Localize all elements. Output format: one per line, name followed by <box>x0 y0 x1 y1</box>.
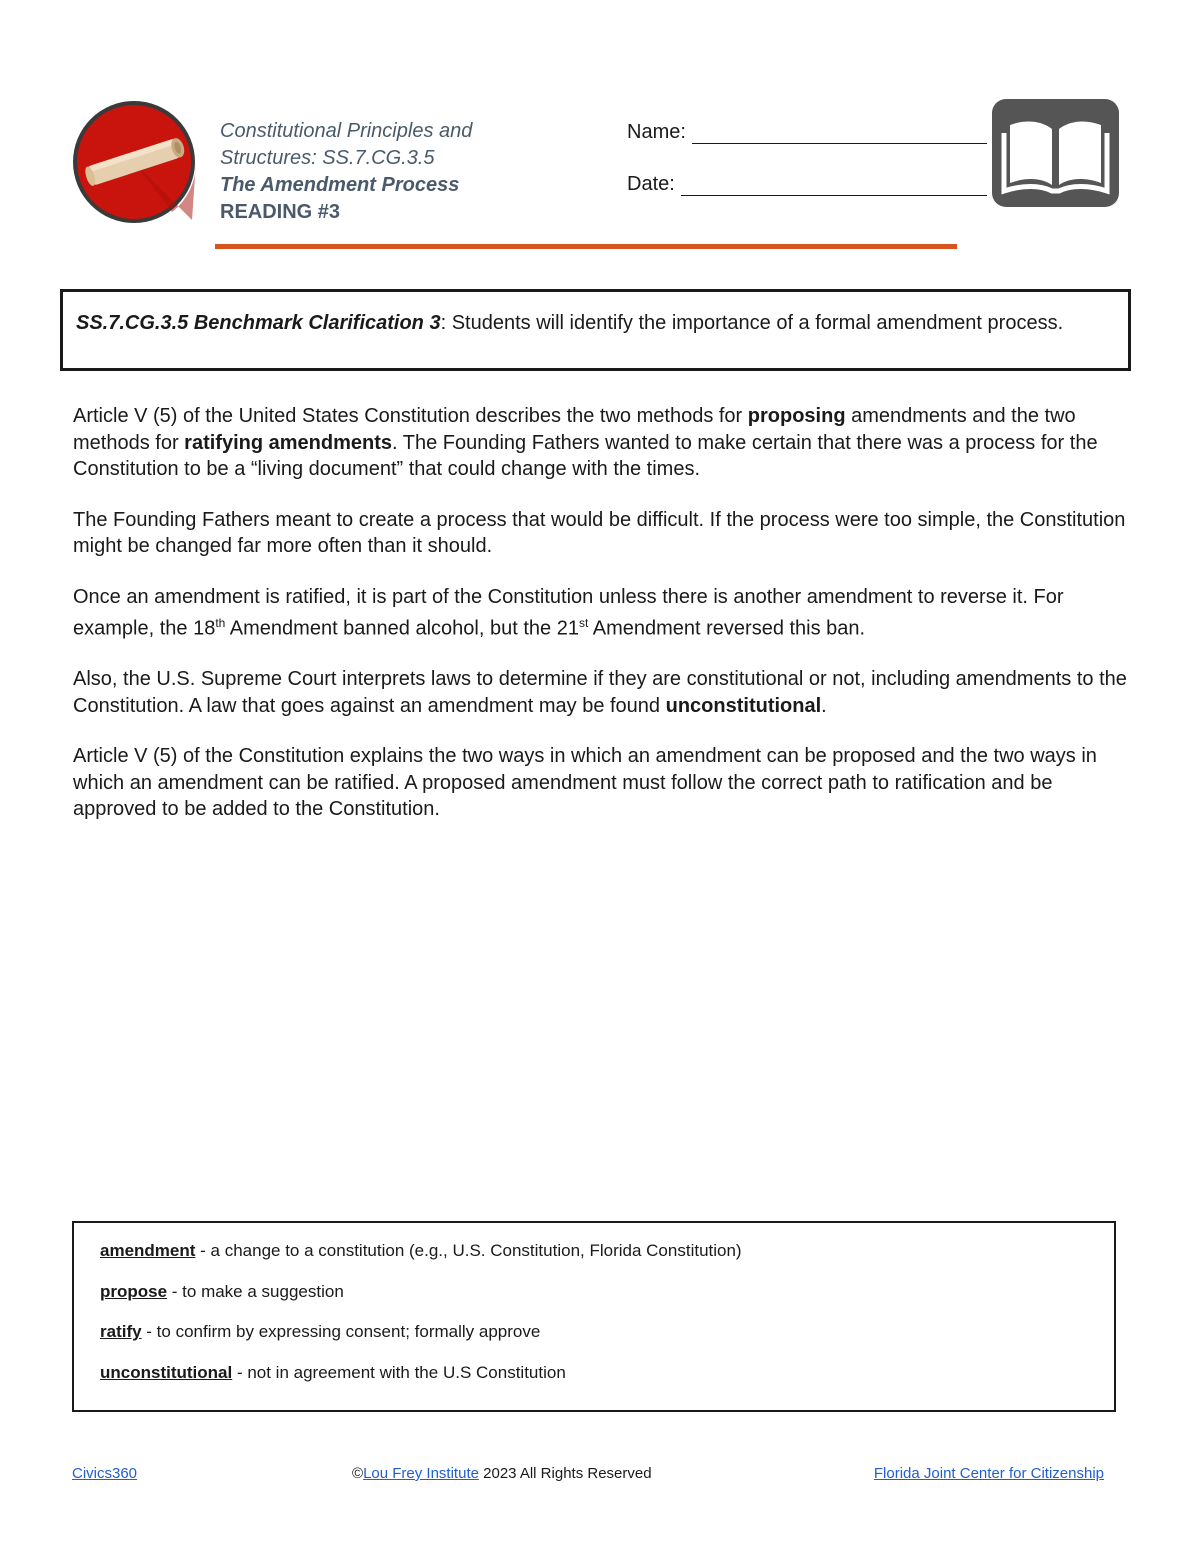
name-label: Name: <box>627 121 686 143</box>
copyright-text: 2023 All Rights Reserved <box>478 1465 652 1482</box>
vocab-item-propose <box>100 1280 1114 1307</box>
benchmark-label: SS.7.CG.3.5 Benchmark Clarification 3 <box>76 312 441 334</box>
vocab-term: amendment <box>100 1241 196 1260</box>
vocab-definition: - a change to a constitution (e.g., U.S. Constitution, Florida Constitution) <box>195 1241 742 1260</box>
p4-bold-unconstitutional: unconstitutional <box>665 694 822 717</box>
vocabulary-box <box>72 1221 1116 1412</box>
vocab-item-amendment <box>100 1239 1114 1266</box>
vocab-item-unconstitutional <box>100 1361 1114 1388</box>
p4-text-c: . <box>821 694 827 717</box>
subject-line-2: Structures: SS.7.CG.3.5 <box>220 147 435 169</box>
name-field-row <box>627 118 987 144</box>
paragraph-1 <box>73 403 1133 483</box>
copyright-symbol: © <box>352 1465 364 1482</box>
vocab-item-ratify <box>100 1320 1114 1347</box>
reading-number: READING #3 <box>220 201 341 223</box>
copyright-notice <box>352 1465 652 1482</box>
date-field-row <box>627 170 987 196</box>
header-titles <box>220 118 610 226</box>
paragraph-5: Article V (5) of the Constitution explains the two ways in which an amendment can be proposed and the two ways in which an amendment can be ratified. A proposed amendment must follow the correct path to ratification and be approved to be added to the Constitution. <box>73 745 1097 821</box>
p1-bold-ratifying: ratifying amendments <box>184 431 392 454</box>
student-fields <box>627 118 987 222</box>
paragraph-3 <box>73 584 1133 643</box>
vocab-definition: - to make a suggestion <box>167 1281 344 1301</box>
benchmark-clarification-box <box>60 289 1131 371</box>
p4-text-a: Also, the U.S. Supreme Court interprets laws to determine if they are constitutional or not, including amendments to the Constitution. A law that goes against an amendment may be found <box>73 668 1127 717</box>
p1-text-a: Article V (5) of the United States Constitution describes the two methods for <box>73 405 748 427</box>
p3-sup-th: th <box>215 616 226 630</box>
subject-line-1: Constitutional Principles and <box>220 120 473 142</box>
paragraph-2: The Founding Fathers meant to create a process that would be difficult. If the process were too simple, the Constitution might be changed far more often than it should. <box>73 508 1126 557</box>
paragraph-4 <box>73 666 1133 719</box>
vocab-term: propose <box>100 1281 168 1301</box>
vocab-term: unconstitutional <box>100 1362 233 1382</box>
p1-text-c: amendments and the two methods for <box>73 405 1076 454</box>
p3-text-c: Amendment reversed this ban. <box>588 617 866 640</box>
date-label: Date: <box>627 173 675 195</box>
reading-content <box>73 403 1133 847</box>
p3-text-b: Amendment banned alcohol, but the 21 <box>225 617 579 640</box>
civics360-link[interactable]: Civics360 <box>72 1465 138 1482</box>
date-field[interactable] <box>681 175 987 196</box>
benchmark-text: Students will identify the importance of a formal amendment process. <box>446 312 1064 334</box>
p3-text-a: Once an amendment is ratified, it is part of the Constitution unless there is another amendment to reverse it. For example, the 18 <box>73 585 1064 640</box>
florida-joint-center-link[interactable]: Florida Joint Center for Citizenship <box>873 1465 1104 1482</box>
vocab-term: ratify <box>100 1322 142 1341</box>
vocab-definition: - not in agreement with the U.S Constitution <box>232 1362 566 1382</box>
scroll-logo-icon <box>72 100 196 224</box>
name-field[interactable] <box>692 123 987 144</box>
p1-text-e: . The Founding Fathers wanted to make certain that there was a process for the Constitution to be a “living document” that could change with the times. <box>73 431 1098 480</box>
p1-bold-proposing: proposing <box>747 405 846 427</box>
p3-sup-st: st <box>578 616 589 630</box>
topic-title: The Amendment Process <box>220 174 460 196</box>
lou-frey-institute-link[interactable]: Lou Frey Institute <box>363 1465 479 1482</box>
header-divider <box>215 244 957 249</box>
open-book-icon <box>992 99 1119 207</box>
vocab-definition: - to confirm by expressing consent; formally approve <box>141 1322 541 1341</box>
benchmark-colon: : <box>440 312 447 334</box>
